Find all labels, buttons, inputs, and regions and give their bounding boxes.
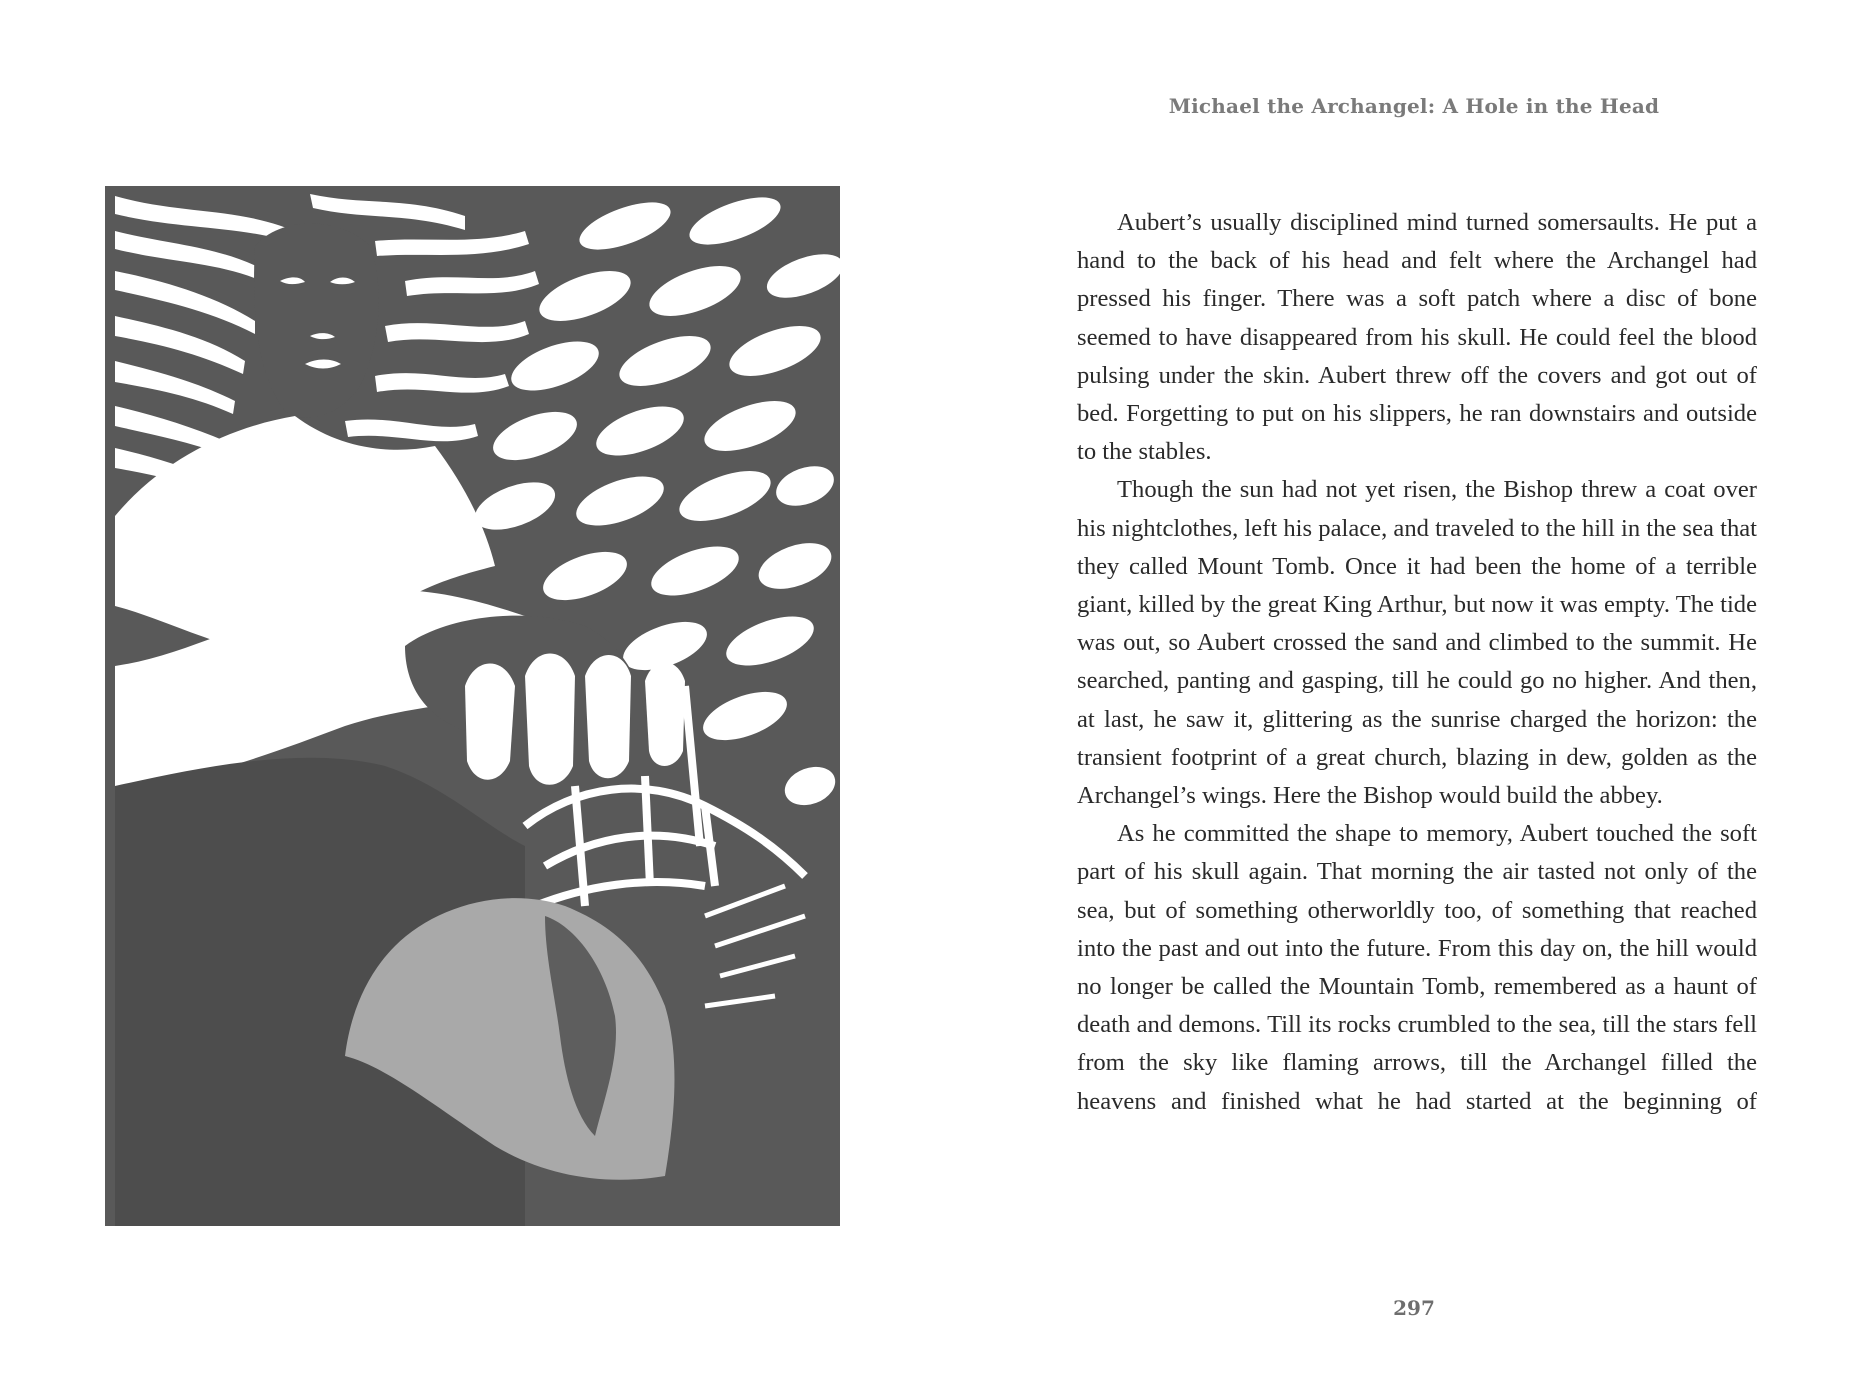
page-number: 297 [1393, 1296, 1435, 1320]
papercut-illustration [105, 186, 840, 1226]
running-head: Michael the Archangel: A Hole in the Head [1168, 94, 1660, 118]
illustration-art [105, 186, 840, 1226]
paragraph: Aubert’s usually disciplined mind turned somersaults. He put a hand to the back of his head and felt where the Archangel had pressed his finger. There was a soft patch where a disc of bone seemed to have disappeared from his skull. He could feel the blood pulsing under the skin. Aubert threw off the covers and got out of bed. Forgetting to put on his slippers, he ran downstairs and outside to the stables. [1077, 209, 1757, 466]
paragraph: Though the sun had not yet risen, the Bishop threw a coat over his nightclothes, left his palace, and traveled to the hill in the sea that they called Mount Tomb. Once it had been the home of a terrible giant, killed by the great King Arthur, but now it was empty. The tide was out, so Aubert crossed the sand and climbed to the summit. He searched, panting and gasping, till he could go no higher. And then, at last, he saw it, glittering as the sunrise charged the horizon: the transient footprint of a great church, blazing in dew, golden as the Archangel’s wings. Here the Bishop would build the abbey. [1077, 476, 1758, 810]
paragraph: As he committed the shape to memory, Aubert touched the soft part of his skull again. That morning the air tasted not only of the sea, but of something otherworldly too, of something that reached into the past and out into the future. From this day on, the hill would no longer be called the Mountain Tomb, remembered as a haunt of death and demons. Till its rocks crumbled to the sea, till the stars fell from the sky like flaming arrows, till the Archangel filled the heavens and finished what he had started at the beginning of [1077, 820, 1757, 1115]
body-text [1077, 204, 1757, 1121]
